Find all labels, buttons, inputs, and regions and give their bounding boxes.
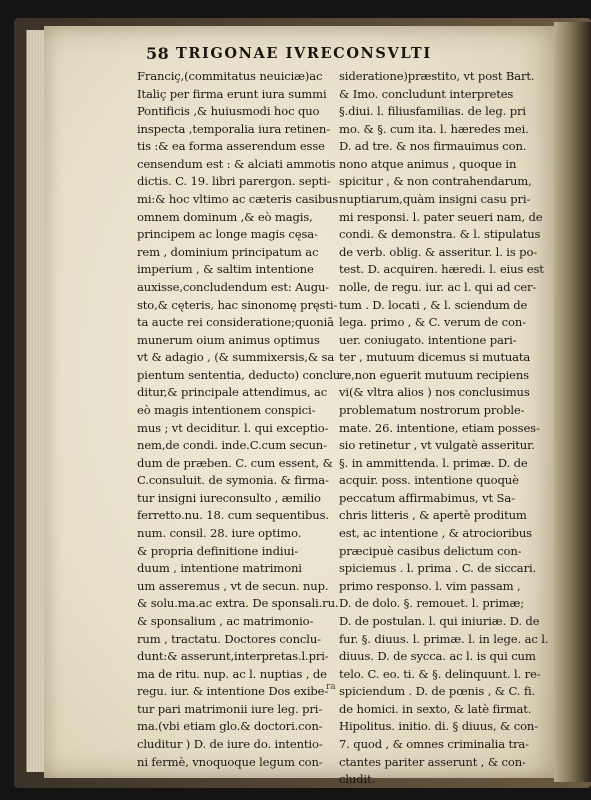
text-line: mi:& hoc vltimo ac cæteris casibus <box>137 192 339 207</box>
text-line: 7. quod , & omnes criminalia tra- <box>339 736 529 751</box>
text-line: Franciç,(commitatus neuiciæ)ac <box>137 69 323 83</box>
text-line: sio retinetur , vt vulgatè asseritur. <box>339 438 535 453</box>
text-line: re,non eguerit mutuum recipiens <box>339 367 529 382</box>
text-line: ctantes pariter asserunt , & con- <box>339 754 526 769</box>
text-line: §.diui. l. filiusfamilias. de leg. pri <box>339 104 526 119</box>
text-line: dum de præben. C. cum essent, & <box>137 455 333 470</box>
text-line: uer. coniugato. intentione pari- <box>339 332 517 347</box>
text-line: ta aucte rei consideratione;quoniā <box>137 315 334 330</box>
text-line: condi. & demonstra. & l. stipulatus <box>339 227 541 242</box>
text-line: cluditur ) D. de iure do. intentio- <box>137 736 323 751</box>
text-line: D. ad tre. & nos firmauimus con. <box>339 139 527 154</box>
text-line: ma.(vbi etiam glo.& doctori.con- <box>137 719 323 734</box>
text-line: C.consuluit. de symonia. & firma- <box>137 473 329 488</box>
text-line: omnem dominum ,& eò magis, <box>137 209 313 224</box>
text-line: auxisse,concludendum est: Augu- <box>137 279 330 294</box>
text-line: acquir. poss. intentione quoquè <box>339 473 519 488</box>
text-line: eò magis intentionem conspici- <box>137 402 316 417</box>
text-line: regu. iur. & intentione Dos exibe- <box>137 684 329 699</box>
text-line: spiciemus . l. prima . C. de siccari. <box>339 561 537 576</box>
text-line: mate. 26. intentione, etiam posses- <box>339 420 540 435</box>
text-line: rum , tractatu. Doctores conclu- <box>137 631 321 646</box>
text-line: tum . D. locati , & l. sciendum de <box>339 297 528 312</box>
text-line: spicitur , & non contrahendarum, <box>339 174 532 189</box>
text-line: mus ; vt deciditur. l. qui exceptio- <box>137 420 329 435</box>
text-line: test. D. acquiren. hæredi. l. eius est <box>339 262 544 277</box>
text-line: problematum nostrorum proble- <box>339 402 525 417</box>
text-line: ditur,& principale attendimus, ac <box>137 385 328 400</box>
text-line: dunt:& asserunt,interpretas.l.pri- <box>137 649 329 664</box>
text-line: peccatum affirmabimus, vt Sa- <box>339 490 515 505</box>
text-line: lega. primo , & C. verum de con- <box>339 315 526 330</box>
left-text-column <box>137 68 341 771</box>
text-line: sideratione)præstito, vt post Bart. <box>339 69 535 83</box>
text-line: diuus. D. de sycca. ac l. is qui cum <box>339 649 536 664</box>
text-line: inspecta ,temporalia iura retinen- <box>137 121 330 136</box>
text-line: spiciendum . D. de pœnis , & C. fi. <box>339 684 536 699</box>
text-line: mo. & §. cum ita. l. hæredes mei. <box>339 121 529 136</box>
page-mark: ra <box>326 682 336 692</box>
right-text-column <box>339 68 551 789</box>
text-line: telo. C. eo. ti. & §. delinquunt. l. re- <box>339 666 541 681</box>
text-line: nolle, de regu. iur. ac l. qui ad cer- <box>339 279 537 294</box>
text-line: & sponsalium , ac matrimonio- <box>137 613 314 628</box>
page-number: 58 <box>146 44 170 63</box>
text-line: est, ac intentione , & atrocioribus <box>339 526 532 541</box>
text-line: §. in ammittenda. l. primæ. D. de <box>339 455 528 470</box>
text-line: sto,& cęteris, hac sinonomę pręsti- <box>137 297 338 312</box>
text-line: duum , intentione matrimoni <box>137 561 302 576</box>
text-line: nono atque animus , quoque in <box>339 156 517 171</box>
page-header <box>146 44 546 68</box>
text-line: & Imo. concludunt interpretes <box>339 86 514 101</box>
text-line: & solu.ma.ac extra. De sponsali.ru. <box>137 596 339 611</box>
text-line: tis :& ea forma asserendum esse <box>137 139 325 154</box>
text-line: ter , mutuum dicemus si mutuata <box>339 350 531 365</box>
text-line: ni fermè, vnoquoque legum con- <box>137 754 323 769</box>
text-line: D. de postulan. l. qui iniuriæ. D. de <box>339 613 540 628</box>
text-line: tur insigni iureconsulto , æmilio <box>137 490 321 505</box>
text-line: censendum est : & alciati ammotis <box>137 156 336 171</box>
text-line: ma de ritu. nup. ac l. nuptias , de <box>137 666 327 681</box>
text-line: Italiç per firma erunt iura summi <box>137 86 327 101</box>
text-line: de verb. oblig. & asseritur. l. is po- <box>339 244 538 259</box>
text-line: pientum sententia, deducto) conclu <box>137 367 341 382</box>
text-line: Hipolitus. initio. di. § diuus, & con- <box>339 719 539 734</box>
text-line: num. consil. 28. iure optimo. <box>137 526 302 541</box>
text-line: vi(& vltra alios ) nos conclusimus <box>339 385 530 400</box>
text-line: fur. §. diuus. l. primæ. l. in lege. ac l. <box>339 631 549 646</box>
text-line: cludit. <box>339 772 376 787</box>
text-line: nuptiarum,quàm insigni casu pri- <box>339 192 531 207</box>
text-line: de homici. in sexto, & latè firmat. <box>339 701 532 716</box>
text-line: & propria definitione indiui- <box>137 543 299 558</box>
text-line: primo responso. l. vim passam , <box>339 578 521 593</box>
text-line: chris litteris , & apertè proditum <box>339 508 527 523</box>
text-line: tur pari matrimonii iure leg. pri- <box>137 701 323 716</box>
text-line: nem,de condi. inde.C.cum secun- <box>137 438 327 453</box>
text-line: præcipuè casibus delictum con- <box>339 543 522 558</box>
text-line: dictis. C. 19. libri parergon. septi- <box>137 174 331 189</box>
text-line: imperium , & saltim intentione <box>137 262 314 277</box>
book-gutter <box>554 22 591 782</box>
text-line: munerum oium animus optimus <box>137 332 320 347</box>
text-line: um asseremus , vt de secun. nup. <box>137 578 329 593</box>
running-head: TRIGONAE IVRECONSVLTI <box>176 45 432 62</box>
text-line: rem , dominium principatum ac <box>137 244 319 259</box>
text-line: principem ac longe magis cęsa- <box>137 227 318 242</box>
text-line: mi responsi. l. pater seueri nam, de <box>339 209 543 224</box>
text-line: D. de dolo. §. remouet. l. primæ; <box>339 596 524 611</box>
text-line: ferretto.nu. 18. cum sequentibus. <box>137 508 329 523</box>
text-line: Pontificis ,& huiusmodi hoc quo <box>137 104 320 119</box>
text-line: vt & adagio , (& summixersis,& sa <box>137 350 335 365</box>
